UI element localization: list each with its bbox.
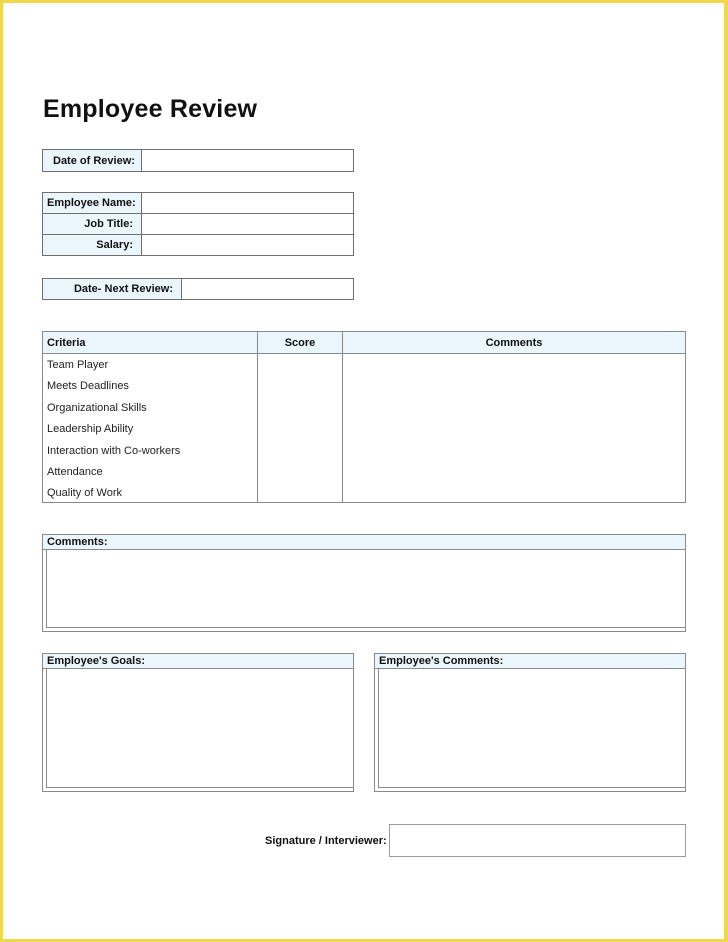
salary-row — [43, 235, 353, 255]
employee-comments-box-label: Employee's Comments: — [379, 655, 504, 667]
criteria-item: Leadership Ability — [47, 423, 134, 436]
criteria-item: Interaction with Co-workers — [47, 444, 181, 457]
employee-info-fields — [42, 192, 354, 256]
comments-box-header — [43, 535, 685, 550]
next-review-field — [42, 278, 354, 300]
criteria-item: Organizational Skills — [47, 401, 147, 414]
criteria-column — [43, 354, 258, 502]
employee-comments-box — [374, 653, 686, 792]
goals-box-header — [43, 654, 353, 669]
employee-name-row — [43, 193, 353, 214]
review-date-label: Date of Review: — [53, 154, 135, 167]
employee-comments-textarea[interactable] — [378, 669, 685, 788]
review-form-page — [3, 3, 724, 939]
job-title-label: Job Title: — [84, 218, 133, 230]
goals-box — [42, 653, 354, 792]
criteria-item: Quality of Work — [47, 487, 122, 500]
review-date-input[interactable] — [142, 150, 353, 171]
salary-input[interactable] — [142, 235, 353, 255]
next-review-input[interactable] — [182, 279, 353, 299]
criteria-item: Meets Deadlines — [47, 380, 129, 393]
salary-label: Salary: — [96, 239, 133, 251]
employee-name-label-cell — [43, 193, 142, 213]
criteria-table — [42, 331, 686, 503]
score-column-input[interactable] — [258, 354, 343, 502]
next-review-label-cell — [43, 279, 182, 299]
salary-label-cell — [43, 235, 142, 255]
criteria-header: Criteria — [43, 332, 258, 353]
review-date-label-cell — [43, 150, 142, 171]
comments-textarea[interactable] — [46, 550, 685, 628]
goals-textarea[interactable] — [46, 669, 353, 788]
employee-name-label: Employee Name: — [47, 197, 136, 209]
comments-header: Comments — [485, 336, 543, 349]
next-review-label: Date- Next Review: — [73, 283, 173, 295]
comments-column-input[interactable] — [343, 354, 685, 502]
review-date-field — [42, 149, 354, 172]
criteria-table-body — [43, 354, 685, 502]
signature-label: Signature / Interviewer: — [265, 835, 387, 847]
criteria-table-header — [43, 332, 685, 354]
comments-box — [42, 534, 686, 632]
job-title-row — [43, 214, 353, 235]
employee-name-input[interactable] — [142, 193, 353, 213]
comments-box-label: Comments: — [47, 536, 108, 548]
job-title-input[interactable] — [142, 214, 353, 234]
page-title: Employee Review — [43, 95, 258, 123]
goals-box-label: Employee's Goals: — [47, 655, 145, 667]
job-title-label-cell — [43, 214, 142, 234]
signature-input[interactable] — [389, 824, 686, 857]
score-header: Score — [258, 332, 343, 353]
criteria-item: Attendance — [47, 465, 103, 478]
employee-comments-box-header — [375, 654, 685, 669]
criteria-item: Team Player — [47, 359, 109, 371]
